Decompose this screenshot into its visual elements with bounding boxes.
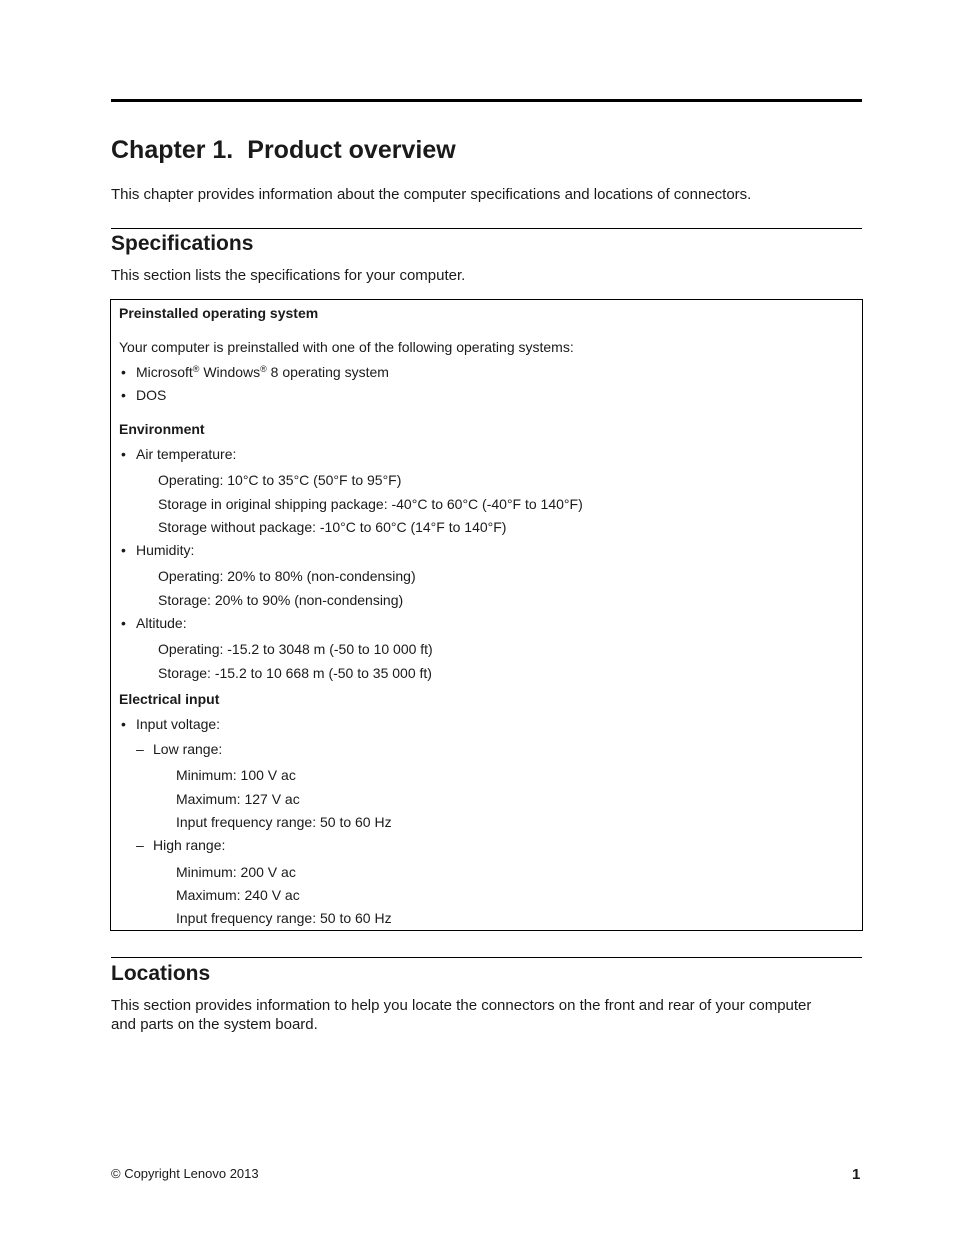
specifications-intro: This section lists the specifications for your computer. [111, 267, 466, 284]
input-voltage-label: Input voltage: [136, 716, 221, 732]
os-item-windows: Microsoft® Windows® 8 operating system [136, 364, 389, 380]
bullet: • [121, 542, 126, 558]
dash: – [136, 837, 144, 853]
locations-intro-line-1: This section provides information to help you locate the connectors on the front and rear of your computer [111, 997, 812, 1014]
high-frequency: Input frequency range: 50 to 60 Hz [176, 910, 392, 926]
altitude-operating: Operating: -15.2 to 3048 m (-50 to 10 000 ft) [158, 641, 433, 657]
bullet: • [121, 446, 126, 462]
humidity-storage: Storage: 20% to 90% (non-condensing) [158, 592, 404, 608]
dash: – [136, 741, 144, 757]
page-number: 1 [852, 1166, 861, 1183]
specifications-table [110, 299, 863, 931]
low-frequency: Input frequency range: 50 to 60 Hz [176, 814, 392, 830]
altitude-label: Altitude: [136, 615, 187, 631]
air-storage-package: Storage in original shipping package: -40°C to 60°C (-40°F to 140°F) [158, 496, 583, 512]
chapter-top-rule [111, 99, 862, 102]
air-temperature-label: Air temperature: [136, 446, 237, 462]
chapter-title [111, 134, 456, 166]
low-minimum: Minimum: 100 V ac [176, 767, 296, 783]
bullet: • [121, 387, 126, 403]
os-heading: Preinstalled operating system [119, 305, 319, 321]
specifications-heading: Specifications [111, 232, 254, 255]
locations-rule [111, 957, 862, 958]
humidity-operating: Operating: 20% to 80% (non-condensing) [158, 568, 416, 584]
chapter-intro: This chapter provides information about the computer specifications and locations of connectors. [111, 186, 752, 203]
chapter-number: Chapter 1. [111, 136, 234, 164]
os-intro: Your computer is preinstalled with one of the following operating systems: [119, 339, 574, 355]
high-maximum: Maximum: 240 V ac [176, 887, 300, 903]
low-maximum: Maximum: 127 V ac [176, 791, 300, 807]
chapter-title-text: Product overview [247, 136, 456, 164]
altitude-storage: Storage: -15.2 to 10 668 m (-50 to 35 000 ft) [158, 665, 432, 681]
bullet: • [121, 716, 126, 732]
electrical-heading: Electrical input [119, 691, 220, 707]
low-range-label: Low range: [153, 741, 223, 757]
air-storage-no-package: Storage without package: -10°C to 60°C (14°F to 140°F) [158, 519, 507, 535]
bullet: • [121, 364, 126, 380]
air-operating: Operating: 10°C to 35°C (50°F to 95°F) [158, 472, 402, 488]
locations-heading: Locations [111, 962, 211, 985]
copyright-notice: © Copyright Lenovo 2013 [111, 1166, 259, 1181]
high-minimum: Minimum: 200 V ac [176, 864, 296, 880]
high-range-label: High range: [153, 837, 226, 853]
environment-heading: Environment [119, 421, 205, 437]
bullet: • [121, 615, 126, 631]
humidity-label: Humidity: [136, 542, 195, 558]
os-item-dos: DOS [136, 387, 167, 403]
specifications-rule [111, 228, 862, 229]
locations-intro-line-2: and parts on the system board. [111, 1016, 318, 1033]
